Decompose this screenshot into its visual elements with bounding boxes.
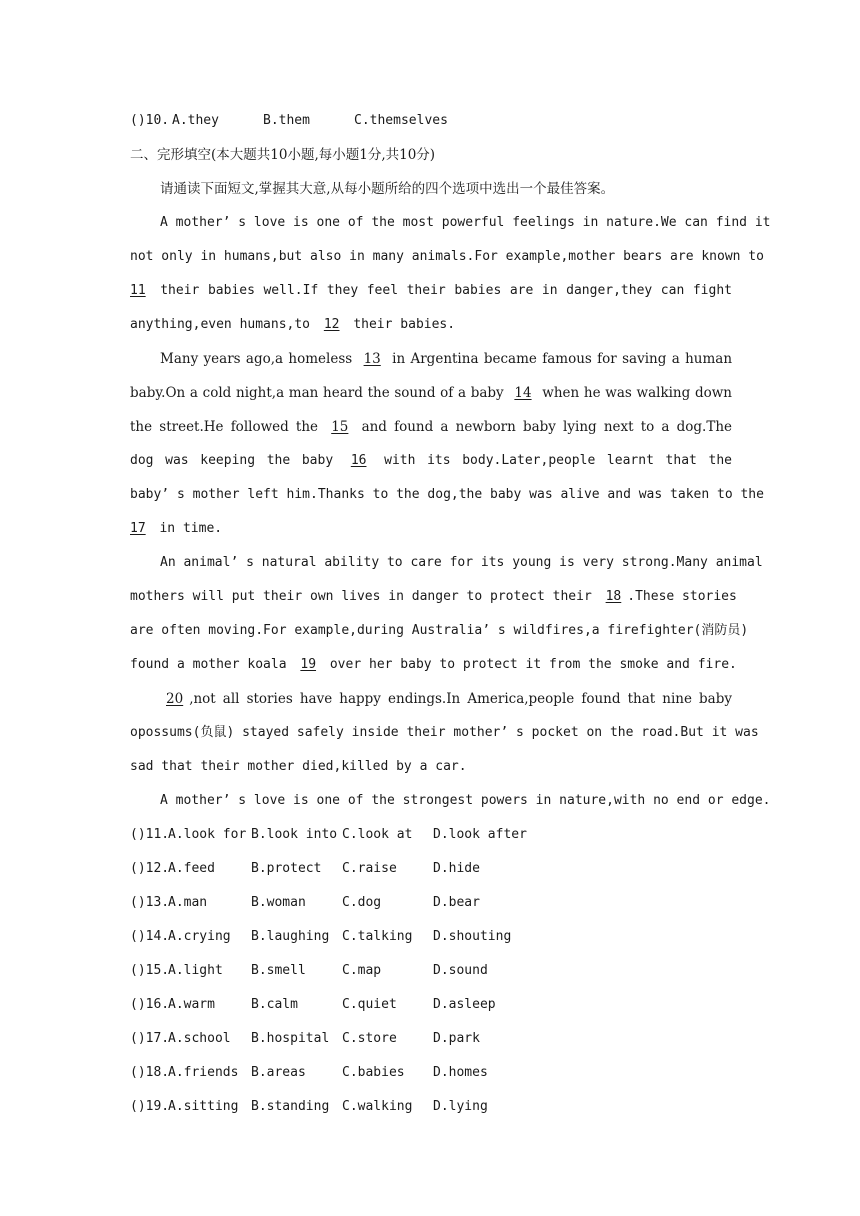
question-options-row: ()16. A.warm B.calm C.quiet D.asleep — [130, 988, 732, 1022]
option-a: A.man — [168, 895, 208, 910]
option-d: D.bear — [433, 895, 480, 910]
option-c: C.themselves — [354, 113, 448, 128]
question-options-row: ()17. A.school B.hospital C.store D.park — [130, 1022, 732, 1056]
passage-text: .These stories — [627, 589, 737, 604]
blank-18: 18 — [605, 589, 622, 604]
question-options-row: ()12. A.feed B.protect C.raise D.hide — [130, 852, 732, 886]
question-options-row: ()18. A.friends B.areas C.babies D.homes — [130, 1056, 732, 1090]
question-options-row: ()15. A.light B.smell C.map D.sound — [130, 954, 732, 988]
options-list — [130, 818, 732, 1124]
question-options-row: ()11. A.look for B.look into C.look at D.look after — [130, 818, 732, 852]
option-c: C.map — [342, 963, 382, 978]
option-a: A.light — [168, 963, 223, 978]
option-a: A.school — [168, 1031, 231, 1046]
passage-text: with its body.Later,people learnt that the — [384, 453, 732, 468]
option-a: A.look for — [168, 827, 247, 842]
option-c: C.walking — [342, 1099, 413, 1114]
passage-text: baby.On a cold night,a man heard the sound of a baby — [130, 385, 504, 401]
passage-text: when he was walking down — [542, 385, 732, 401]
option-a: A.friends — [168, 1065, 239, 1080]
option-a: A.sitting — [168, 1099, 239, 1114]
question-10-options — [130, 104, 732, 138]
blank-13: 13 — [363, 351, 381, 367]
blank-19: 19 — [300, 657, 317, 672]
option-b: B.standing — [251, 1099, 330, 1114]
option-b: B.protect — [251, 861, 322, 876]
option-d: D.park — [433, 1031, 480, 1046]
question-options-row: ()19. A.sitting B.standing C.walking D.lying — [130, 1090, 732, 1124]
passage-text: the street.He followed the — [130, 419, 319, 435]
passage-line — [130, 648, 737, 682]
passage-line: are often moving.For example,during Australia’ s wildfires,a firefighter(消防员) — [130, 623, 749, 638]
option-b: B.laughing — [251, 929, 330, 944]
option-b: B.calm — [251, 997, 298, 1012]
blank-11: 11 — [130, 283, 146, 298]
option-c: C.dog — [342, 895, 382, 910]
passage-text: Many years ago,a homeless — [160, 351, 353, 367]
passage-line: An animal’ s natural ability to care for its young is very strong.Many animal — [160, 555, 763, 570]
option-c: C.talking — [342, 929, 413, 944]
passage-text: in Argentina became famous for saving a human — [392, 351, 733, 367]
option-b: B.areas — [251, 1065, 306, 1080]
section-title: 二、完形填空(本大题共10小题,每小题1分,共10分) — [130, 147, 436, 163]
question-number: ()10. — [130, 113, 170, 128]
passage-line — [130, 410, 732, 444]
passage-line — [130, 580, 737, 614]
passage-text: in time. — [159, 521, 223, 536]
option-a: A.feed — [168, 861, 215, 876]
option-c: C.quiet — [342, 997, 397, 1012]
passage-text: dog was keeping the baby — [130, 453, 334, 468]
option-c: C.store — [342, 1031, 397, 1046]
passage-line — [130, 342, 732, 376]
option-d: D.look after — [433, 827, 527, 842]
passage-text: their babies. — [353, 317, 456, 332]
passage-line: A mother’ s love is one of the most powerful feelings in nature.We can find it — [160, 215, 771, 230]
option-b: B.look into — [251, 827, 338, 842]
passage-line — [130, 274, 732, 308]
passage-line: not only in humans,but also in many animals.For example,mother bears are known to — [130, 249, 764, 264]
question-options-row: ()14. A.crying B.laughing C.talking D.shouting — [130, 920, 732, 954]
option-c: C.babies — [342, 1065, 405, 1080]
blank-17: 17 — [130, 521, 146, 536]
blank-12: 12 — [323, 317, 340, 332]
option-d: D.lying — [433, 1099, 488, 1114]
blank-16: 16 — [350, 453, 367, 468]
blank-20: 20 — [166, 691, 184, 707]
option-b: B.hospital — [251, 1031, 330, 1046]
passage-line — [130, 444, 732, 478]
passage-text: their babies well.If they feel their babies are in danger,they can fight — [160, 283, 732, 298]
passage-text: ,not all stories have happy endings.In America,people found that nine baby — [189, 691, 732, 707]
option-c: C.raise — [342, 861, 397, 876]
option-a: A.they — [172, 113, 219, 128]
passage-line — [130, 682, 732, 716]
passage-text: over her baby to protect it from the smoke and fire. — [329, 657, 737, 672]
option-a: A.warm — [168, 997, 215, 1012]
question-options-row: ()13. A.man B.woman C.dog D.bear — [130, 886, 732, 920]
passage-line: sad that their mother died,killed by a car. — [130, 759, 467, 774]
option-b: B.them — [263, 113, 310, 128]
passage-line: A mother’ s love is one of the strongest powers in nature,with no end or edge. — [160, 793, 771, 808]
option-a: A.crying — [168, 929, 231, 944]
passage-line — [130, 376, 732, 410]
passage-line — [130, 512, 732, 546]
passage-text: anything,even humans,to — [130, 317, 311, 332]
passage-text: and found a newborn baby lying next to a dog.The — [361, 419, 733, 435]
option-d: D.shouting — [433, 929, 512, 944]
blank-14: 14 — [514, 385, 532, 401]
option-d: D.asleep — [433, 997, 496, 1012]
option-b: B.woman — [251, 895, 306, 910]
passage-line — [130, 308, 732, 342]
option-d: D.homes — [433, 1065, 488, 1080]
passage-line: opossums(负鼠) stayed safely inside their mother’ s pocket on the road.But it was — [130, 725, 759, 740]
passage-line: baby’ s mother left him.Thanks to the dog,the baby was alive and was taken to the — [130, 487, 764, 502]
option-b: B.smell — [251, 963, 306, 978]
option-c: C.look at — [342, 827, 413, 842]
section-instruction: 请通读下面短文,掌握其大意,从每小题所给的四个选项中选出一个最佳答案。 — [160, 181, 615, 197]
option-d: D.hide — [433, 861, 480, 876]
worksheet-page — [130, 104, 771, 1124]
option-d: D.sound — [433, 963, 488, 978]
passage-text: mothers will put their own lives in danger to protect their — [130, 589, 592, 604]
passage-text: found a mother koala — [130, 657, 287, 672]
blank-15: 15 — [331, 419, 349, 435]
